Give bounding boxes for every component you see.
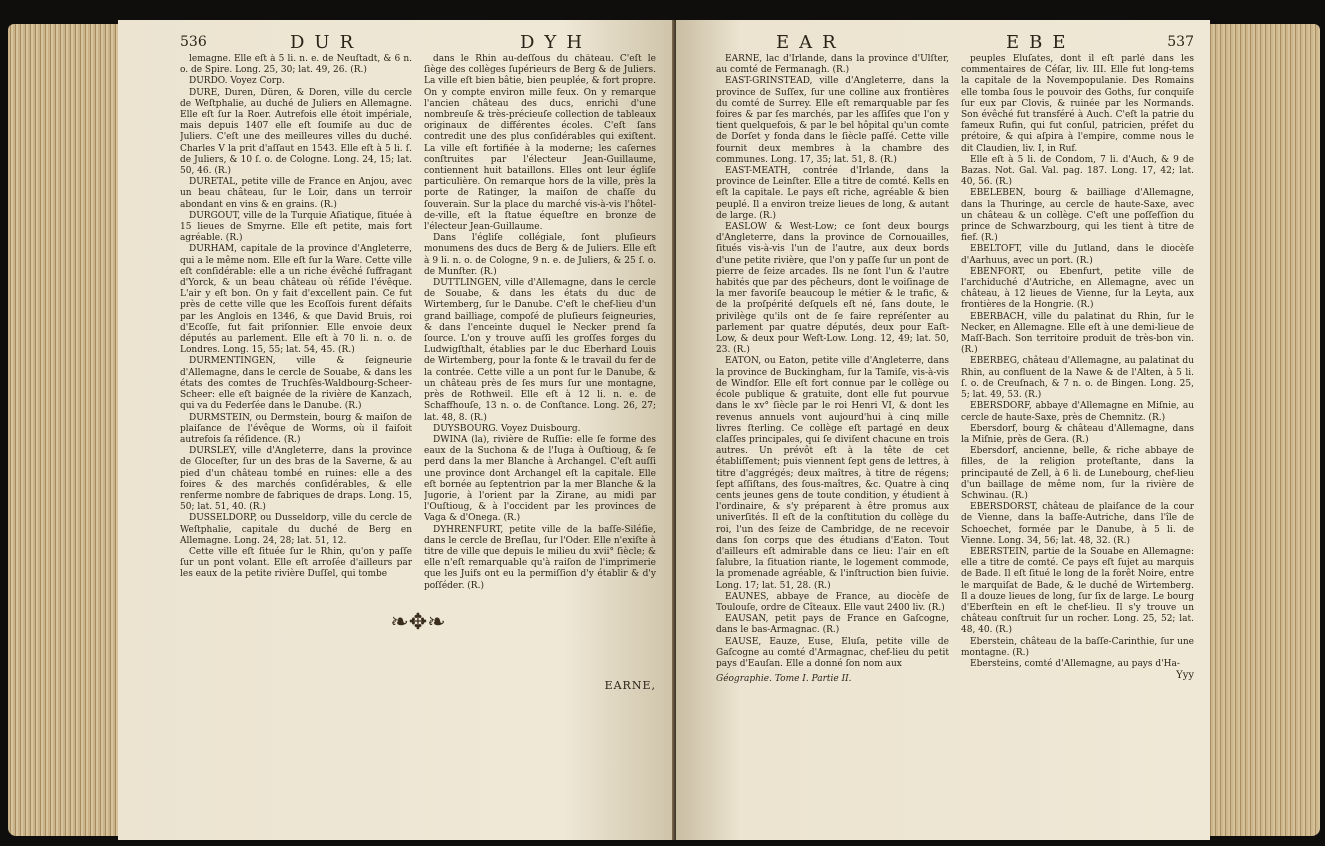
dictionary-entry: EBERSTEIN, partie de la Souabe en Allemagne: elle a titre de comté. Ce pays eſt ſujet au marquis de Bade. Il eſt ſitué le long de la forêt Noire, entre le marquiſat de Bade, & le duché de Wirtemberg. Il a douze lieues de long, ſur ſix de large. Le bourg d'Eberſtein en eſt le chef-lieu. Il s'y trouve un château conſtruit ſur un rocher. Long. 25, 52; lat. 48, 40. (R.) [961, 546, 1194, 636]
dictionary-entry: DURHAM, capitale de la province d'Angleterre, qui a le même nom. Elle eſt ſur la Ware. Cette ville eſt conſidérable: elle a un riche évêché ſuffragant d'Yorck, & un beau château où réſide l'évêque. L'air y eſt bon. On y fait d'excellent pain. Ce fut près de cette ville que les Ecoſſois furent défaits par les Anglois en 1346, & que David Bruis, roi d'Ecoſſe, fut fait priſonnier. Elle envoie deux députés au parlement. Elle eſt à 70 li. n. o. de Londres. Long. 15, 55; lat. 54, 45. (R.) [180, 244, 412, 356]
right-running-head [716, 32, 1194, 54]
ornament: ❧✥❧ [390, 609, 446, 635]
left-head-1: DUR [290, 32, 364, 53]
dictionary-entry: EBELTOFT, ville du Jutland, dans le diocèſe d'Aarhuus, avec un port. (R.) [961, 244, 1194, 266]
dictionary-entry: EBERSDORF, abbaye d'Allemagne en Miſnie, au cercle de haute-Saxe, près de Chemnitz. (R.) [961, 401, 1194, 423]
dictionary-entry: Dans l'égliſe collégiale, ſont pluſieurs monumens des ducs de Berg & de Juliers. Elle eſt à 9 li. n. o. de Cologne, 9 n. e. de Juliers, & 25 ſ. o. de Munſter. (R.) [424, 233, 656, 277]
right-text-columns [716, 54, 1194, 685]
right-page [676, 20, 1210, 840]
right-column-2 [961, 54, 1194, 685]
dictionary-entry: DURDO. Voyez Corp. [189, 76, 285, 87]
dictionary-entry: Ebersteins, comté d'Allemagne, au pays d'Ha- [970, 658, 1180, 669]
left-page-number: 536 [180, 34, 207, 50]
dictionary-entry: Eberstein, château de la baſſe-Carinthie, ſur une montagne. (R.) [961, 636, 1194, 658]
dictionary-entry: EAUNES, abbaye de France, au diocèſe de Toulouſe, ordre de Cîteaux. Elle vaut 2400 liv. (R.) [716, 591, 949, 613]
right-column-1-entries [716, 54, 949, 670]
right-column-1 [716, 54, 949, 685]
right-page-number: 537 [1167, 34, 1194, 50]
catchword: EARNE, [604, 679, 656, 692]
left-page [118, 20, 674, 840]
dictionary-entry: Cette ville eſt ſituée ſur le Rhin, qu'on y paſſe ſur un pont volant. Elle eſt arroſée d'ailleurs par les eaux de la petite rivière Duſſel, qui tombe [180, 546, 412, 580]
dictionary-entry: peuples Eluſates, dont il eſt parlé dans les commentaires de Céſar, liv. III. Elle fut long-tems la capitale de la Novempopulanie. Des Romains elle tomba ſous le pouvoir des Goths, ſur conquiſe ſur eux par Clovis, & ruinée par les Normands. Son évêché fut transféré à Auch. C'eſt la patrie du fameux Rufin, qui fut conſul, patricien, préfet du prétoire, & qui aſpira à l'empire, comme nous le dit Claudien, liv. I, in Ruf. [961, 54, 1194, 154]
dictionary-entry: EBERBEG, château d'Allemagne, au palatinat du Rhin, au confluent de la Nawe & de l'Alten, à 5 li. ſ. o. de Creuſnach, & 7 n. o. de Bingen. Long. 25, 5; lat. 49, 53. (R.) [961, 356, 1194, 401]
open-book [8, 20, 1320, 840]
signature-mark: Yyy [1176, 670, 1194, 682]
left-column-1 [180, 54, 412, 592]
dictionary-entry: DURMENTINGEN, ville & ſeigneurie d'Allemagne, dans le cercle de Souabe, & dans les états des comtes de Truchſès-Waldbourg-Scheer-Scheer: elle eſt baignée de la rivière de Kanzach, qui va du Federſée dans le Danube. (R.) [180, 356, 412, 412]
left-text-columns [180, 54, 656, 592]
dictionary-entry: EBERSDORST, château de plaiſance de la cour de Vienne, dans la baſſe-Autriche, dans l'île de Schoechet, formée par le Danube, à 5 li. de Vienne. Long. 34, 56; lat. 48, 32. (R.) [961, 502, 1194, 546]
dictionary-entry: EAUSAN, petit pays de France en Gaſcogne, dans le bas-Armagnac. (R.) [716, 614, 949, 636]
dictionary-entry: Ebersdorf, bourg & château d'Allemagne, dans la Miſnie, près de Gera. (R.) [961, 423, 1194, 445]
right-column-2-entries [961, 54, 1194, 670]
footer-title: Géographie. Tome I. Partie II. [716, 674, 852, 685]
right-head-2: EBE [1006, 32, 1076, 53]
dictionary-entry: DURE, Duren, Düren, & Doren, ville du cercle de Weſtphalie, au duché de Juliers en Allemagne. Elle eſt ſur la Roer. Autrefois elle étoit impériale, mais depuis 1407 elle eſt ſoumiſe au duc de Juliers. C'eſt une des meilleures villes du duché. Charles V la prit d'aſſaut en 1543. Elle eſt à 5 li. ſ. de Juliers, & 10 ſ. o. de Cologne. Long. 24, 15; lat. 50, 46. (R.) [180, 87, 412, 177]
left-page-edges [8, 24, 123, 836]
dictionary-entry: DUSSELDORP, ou Dusseldorp, ville du cercle de Weſtphalie, capitale du duché de Berg en Allemagne. Long. 24, 28; lat. 51, 12. [180, 513, 412, 546]
dictionary-entry: EBELEBEN, bourg & bailliage d'Allemagne, dans la Thuringe, au cercle de haute-Saxe, avec un château & un collège. C'eſt une poſſeſſion du prince de Schwarzbourg, qui les tient à titre de fief. (R.) [961, 188, 1194, 244]
dictionary-entry: EBERBACH, ville du palatinat du Rhin, ſur le Necker, en Allemagne. Elle eſt à une demi-lieue de Maſſ-Bach. Son territoire produit de très-bon vin. (R.) [961, 311, 1194, 356]
dictionary-entry: DWINA (la), rivière de Ruſſie: elle ſe forme des eaux de la Suchona & de l'Iuga à Ouſtioug, & ſe perd dans la mer Blanche à Archangel. C'eſt auſſi une province dont Archangel eſt la capitale. Elle eſt bornée au ſeptentrion par la mer Blanche & la Jugorie, à l'orient par la Zirane, au midi par l'Ouſtioug, & à l'occident par les provinces de Vaga & d'Onega. (R.) [424, 434, 656, 524]
left-running-head [180, 32, 656, 54]
dictionary-entry: DURMSTEIN, ou Dermstein, bourg & maiſon de plaiſance de l'évêque de Worms, où il faiſoit autrefois ſa réſidence. (R.) [180, 412, 412, 445]
dictionary-entry: DYHRENFURT, petite ville de la baſſe-Siléſie, dans le cercle de Breſlau, ſur l'Oder. Elle n'exiſte à titre de ville que depuis le milieu du xvii° ſiècle; & elle n'eſt remarquable qu'à raiſon de l'imprimerie que les Juifs ont eu la permiſſion d'y établir & d'y poſſéder. (R.) [424, 524, 656, 591]
dictionary-entry: DUYSBOURG. Voyez Duisbourg. [433, 423, 581, 434]
dictionary-entry: DURSLEY, ville d'Angleterre, dans la province de Gloceſter, ſur un des bras de la Saverne, & au pied d'un château tombé en ruines: elle a des foires & des marchés conſidérables, & elle renferme nombre de fabriques de draps. Long. 15, 50; lat. 51, 40. (R.) [180, 446, 412, 513]
right-page-edges [1208, 24, 1320, 836]
dictionary-entry: Elle eſt à 5 li. de Condom, 7 li. d'Auch, & 9 de Bazas. Not. Gal. Val. pag. 187. Long. 17, 42; lat. 40, 56. (R.) [961, 154, 1194, 188]
dictionary-entry: EAUSE, Eauze, Euse, Eluſa, petite ville de Gaſcogne au comté d'Armagnac, chef-lieu du petit pays d'Eauſan. Elle a donné ſon nom aux [716, 636, 949, 669]
left-head-2: DYH [520, 32, 593, 53]
dictionary-entry: lemagne. Elle eſt à 5 li. n. e. de Neuſtadt, & 6 n. o. de Spire. Long. 25, 30; lat. 49, 26. (R.) [180, 54, 412, 76]
dictionary-entry: EASLOW & West-Low; ce ſont deux bourgs d'Angleterre, dans la province de Cornouailles, ſitués vis-à-vis l'un de l'autre, aux deux bords d'une petite rivière, que l'on y paſſe ſur un pont de pierre de ſeize arcades. Ils ne ſont l'un & l'autre habités que par des pêcheurs, dont le voiſinage de la mer favoriſe beaucoup le métier & le trafic, & de la proſpérité deſquels eſt né, ſans doute, le privilège qu'ils ont de ſe faire repréſenter au parlement par quatre députés, deux pour Eaſt-Low, & deux pour Weſt-Low. Long. 12, 49; lat. 50, 23. (R.) [716, 222, 949, 356]
dictionary-entry: EATON, ou Eaton, petite ville d'Angleterre, dans la province de Buckingham, ſur la Tamiſe, vis-à-vis de Windſor. Elle eſt fort connue par le collège ou école publique & gratuite, dont elle fut pourvue dans le xv° ſiècle par le roi Henri VI, & dont les revenus annuels vont aujourd'hui à cinq mille livres ſterling. Ce collège eſt partagé en deux claſſes principales, qui ſe diviſent chacune en trois autres. Un prévôt eſt à la tête de cet établiſſement; puis viennent ſept gens de lettres, à titre d'aggrégés; deux maîtres, à titre de régens; ſept aſſiſtans, des ſous-maîtres, &c. Quatre à cinq cents jeunes gens de toute condition, y étudient à l'ordinaire, & s'y préparent à être promus aux univerſités. Il eſt de la conſtitution du collège du roi, l'un des ſeize de Cambridge, de ne recevoir dans ſon corps que des étudians d'Eaton. Tout d'ailleurs eſt admirable dans ce lieu: l'air en eſt ſalubre, la ſituation riante, le logement commode, la promenade agréable, & l'inſtruction bien ſuivie. Long. 17; lat. 51, 28. (R.) [716, 356, 949, 591]
dictionary-entry: Ebersdorf, ancienne, belle, & riche abbaye de filles, de la religion proteſtante, dans la principauté de Zell, à 6 li. de Lunebourg, chef-lieu d'un baillage de même nom, ſur la rivière de Schwinau. (R.) [961, 446, 1194, 501]
dictionary-entry: DUTTLINGEN, ville d'Allemagne, dans le cercle de Souabe, & dans les états du duc de Wirtemberg, ſur le Danube. C'eſt le chef-lieu d'un grand bailliage, compoſé de pluſieurs ſeigneuries, & dans l'enceinte duquel le Necker prend ſa ſource. L'on y trouve auſſi les groſſes forges du Ludwigſthalt, établies par le duc Eberhard Louis de Wirtemberg, pour la fonte & le travail du fer de la contrée. Cette ville a un pont ſur le Danube, & un château près de ſes murs ſur une montagne, près de Rothweil. Elle eſt à 12 li. n. e. de Schaffhouſe, 13 n. o. de Conſtance. Long. 26, 27; lat. 48, 8. (R.) [424, 278, 656, 423]
dictionary-entry: EAST-GRINSTEAD, ville d'Angleterre, dans la province de Suſſex, ſur une colline aux frontières du comté de Surrey. Elle eſt remarquable par ſes foires & par ſes marchés, par les aſſiſes que l'on y tient quelquefois, & par le bel hôpital qu'un comte de Dorſet y fonda dans le ſiècle paſſé. Cette ville fournit deux membres à la chambre des communes. Long. 17, 35; lat. 51, 8. (R.) [716, 76, 949, 165]
dictionary-entry: DURGOUT, ville de la Turquie Aſiatique, ſituée à 15 lieues de Smyrne. Elle eſt petite, mais fort agréable. (R.) [180, 210, 412, 244]
right-head-1: EAR [776, 32, 846, 53]
dictionary-entry: dans le Rhin au-deſſous du château. C'eſt le ſiège des collèges ſupérieurs de Berg & de Juliers. La ville eſt bien bâtie, bien peuplée, & fort propre. On y compte environ mille feux. On y remarque l'ancien château des ducs, enrichi d'une nombreuſe & très-précieuſe collection de tableaux originaux de différentes écoles. C'eſt ſans contredit une des plus conſidérables qui exiſtent. La ville eſt fortifiée à la moderne; les caſernes conſtruites par l'électeur Jean-Guillaume, contiennent huit bataillons. Elles ont leur égliſe particulière. On remarque hors de la ville, près la porte de Ratinger, la maiſon de chaſſe du ſouverain. Sur la place du marché vis-à-vis l'hôtel-de-ville, eſt la ſtatue équeſtre en bronze de l'électeur Jean-Guillaume. [424, 54, 656, 233]
dictionary-entry: EBENFORT, ou Ebenfurt, petite ville de l'archiduché d'Autriche, en Allemagne, avec un château, à 12 lieues de Vienne, ſur la Leyta, aux frontières de la Hongrie. (R.) [961, 266, 1194, 311]
dictionary-entry: DURETAL, petite ville de France en Anjou, avec un beau château, ſur le Loir, dans un terroir abondant en vins & en grains. (R.) [180, 177, 412, 210]
dictionary-entry: EARNE, lac d'Irlande, dans la province d'Ulſter, au comté de Fermanagh. (R.) [716, 54, 949, 76]
dictionary-entry: EAST-MEATH, contrée d'Irlande, dans la province de Leinſter. Elle a titre de comté. Kells en eſt la capitale. Le pays eſt riche, agréable & bien peuplé. Il a environ treize lieues de long, & autant de large. (R.) [716, 166, 949, 221]
left-column-2 [424, 54, 656, 592]
